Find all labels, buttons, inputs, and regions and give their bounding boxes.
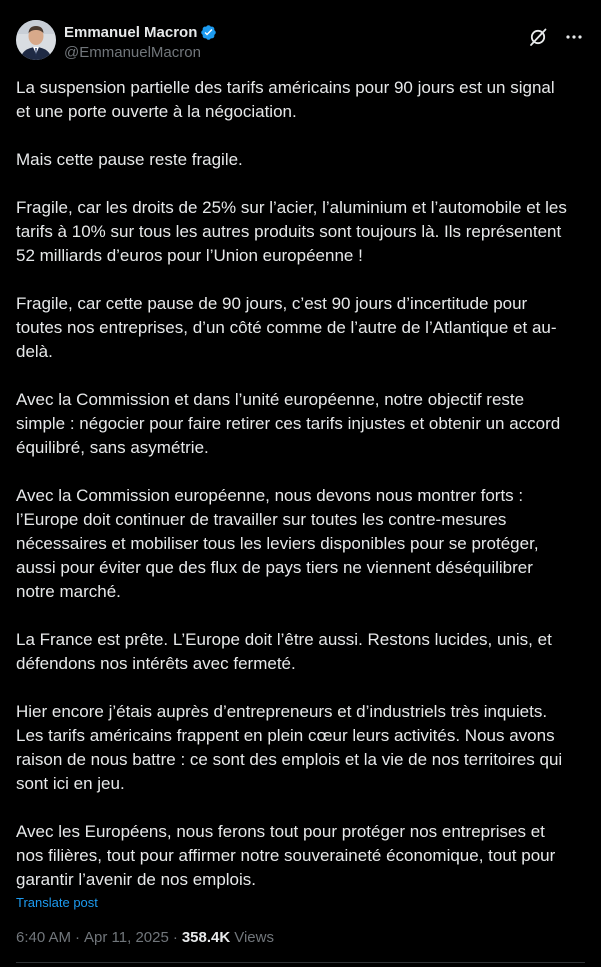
- post-header: [16, 20, 585, 64]
- post-paragraph: Avec les Européens, nous ferons tout pour protéger nos entreprises et nos filières, tout pour affirmer notre souveraineté économique, tout pour garantir l’avenir de nos emplois.: [16, 822, 556, 889]
- grok-icon[interactable]: [527, 26, 549, 48]
- post-paragraph: Avec la Commission européenne, nous devons nous montrer forts : l’Europe doit continuer de travailler sur toutes les contre-mesures nécessaires et mobiliser tous les leviers disponibles pour se protéger, aussi pour éviter que des flux de pays tiers ne viennent déséquilibrer notre marché.: [16, 486, 539, 601]
- post-paragraph: Mais cette pause reste fragile.: [16, 150, 243, 169]
- verified-badge-icon[interactable]: [200, 24, 217, 41]
- post-paragraph: Hier encore j’étais auprès d’entrepreneurs et d’industriels très inquiets. Les tarifs américains frappent en plein cœur leurs activités. Nous avons raison de nous battre : ce sont des emplois et la vie de nos territoires qui sont ici en jeu.: [16, 702, 563, 793]
- post-paragraph: Avec la Commission et dans l’unité européenne, notre objectif reste simple : négocier pour faire retirer ces tarifs injustes et obtenir un accord équilibré, sans asymétrie.: [16, 390, 561, 457]
- post-time[interactable]: 6:40 AM: [16, 929, 72, 946]
- author-handle[interactable]: @EmmanuelMacron: [64, 44, 201, 61]
- views-count: 358.4K: [181, 929, 231, 946]
- views-label: Views: [234, 929, 274, 946]
- post-text: [16, 76, 585, 892]
- post-date[interactable]: Apr 11, 2025: [84, 929, 169, 946]
- post-paragraph: La suspension partielle des tarifs américains pour 90 jours est un signal et une porte ouverte à la négociation.: [16, 78, 555, 121]
- author-names: [64, 22, 217, 61]
- meta-separator: ·: [172, 929, 178, 946]
- post-paragraph: Fragile, car cette pause de 90 jours, c’est 90 jours d’incertitude pour toutes nos entreprises, d’un côté comme de l’autre de l’Atlantique et au- delà.: [16, 294, 557, 361]
- display-name[interactable]: Emmanuel Macron: [64, 23, 198, 41]
- post-paragraph: La France est prête. L’Europe doit l’être aussi. Restons lucides, unis, et défendons nos intérêts avec fermeté.: [16, 630, 552, 673]
- meta-separator: ·: [75, 929, 81, 946]
- translate-post-link[interactable]: Translate post: [16, 895, 98, 910]
- divider: [16, 962, 585, 963]
- header-actions: [527, 26, 585, 48]
- post-metadata: [16, 929, 274, 946]
- more-icon[interactable]: [563, 26, 585, 48]
- display-name-row: [64, 22, 217, 42]
- avatar[interactable]: [16, 20, 56, 60]
- post-paragraph: Fragile, car les droits de 25% sur l’acier, l’aluminium et l’automobile et les tarifs à 10% sur tous les autres produits sont toujours là. Ils représentent 52 milliards d’euros pour l’Union européenne !: [16, 198, 567, 265]
